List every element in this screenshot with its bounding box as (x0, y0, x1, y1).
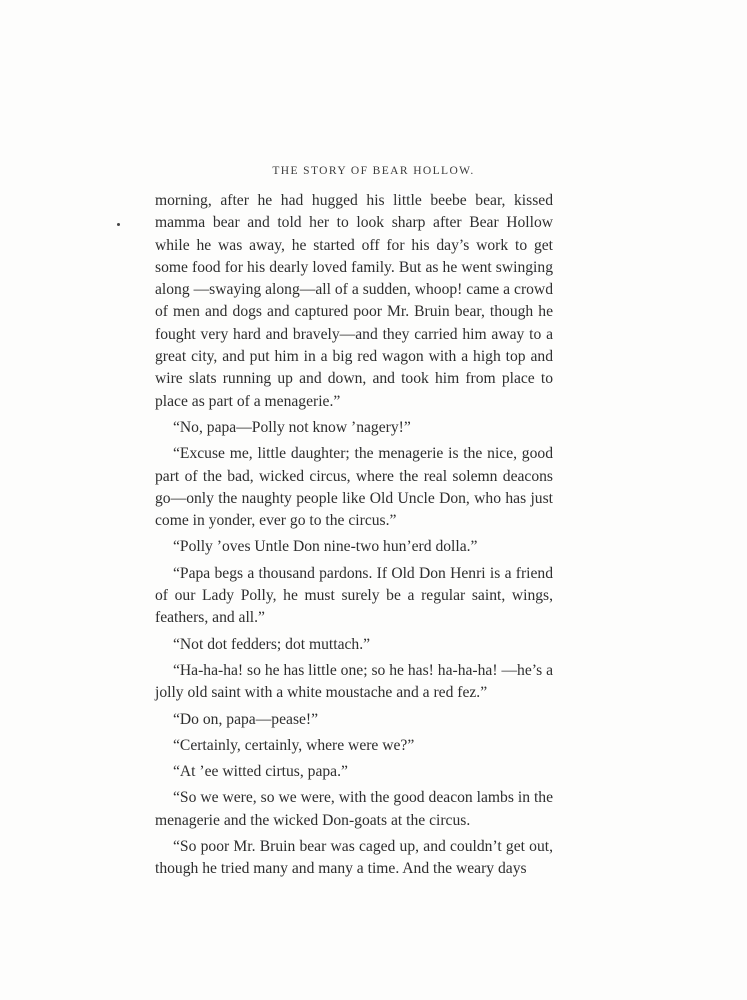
paragraph: “Not dot fedders; dot muttach.” (173, 635, 371, 653)
paragraph: “At ’ee witted cirtus, papa.” (173, 763, 348, 781)
paragraph: “Ha-ha-ha! so he has little one; so he has! ha-ha-ha! —he’s a jolly old saint with a white moustache and a red fez.” (155, 661, 553, 702)
paragraph: “No, papa—Polly not know ’nagery!” (173, 418, 411, 436)
paragraph: “So poor Mr. Bruin bear was caged up, and couldn’t get out, though he tried many and many a time. And the weary days (155, 838, 553, 878)
running-head: THE STORY OF BEAR HOLLOW. (272, 165, 475, 177)
paragraph: morning, after he had hugged his little beebe bear, kissed mamma bear and told her to look sharp after Bear Hollow while he was away, he started off for his day’s work to get some food for his dearly loved family. But as he went swinging along —swaying along—all of a sudden, whoop! came a crowd of men and dogs and captured poor Mr. Bruin bear, though he fought very hard and bravely—and they carried him away to a great city, and put him in a big red wagon with a high top and wire slats running up and down, and took him from place to place as part of a menagerie.” (155, 192, 553, 410)
paragraph: “Excuse me, little daughter; the menagerie is the nice, good part of the bad, wicked circus, where the real solemn deacons go—only the naughty people like Old Uncle Don, who has just come in yonder, ever go to the circus.” (155, 445, 553, 530)
paragraph: “Certainly, certainly, where were we?” (173, 736, 415, 754)
page-body (155, 190, 553, 885)
paragraph: “Do on, papa—pease!” (173, 710, 319, 728)
paragraph: “So we were, so we were, with the good deacon lambs in the menagerie and the wicked Don-goats at the circus. (155, 789, 553, 829)
paragraph: “Polly ’oves Untle Don nine-two hun’erd dolla.” (173, 538, 478, 556)
ink-speck (117, 223, 120, 226)
paragraph: “Papa begs a thousand pardons. If Old Don Henri is a friend of our Lady Polly, he must surely be a regular saint, wings, feathers, and all.” (155, 564, 553, 627)
